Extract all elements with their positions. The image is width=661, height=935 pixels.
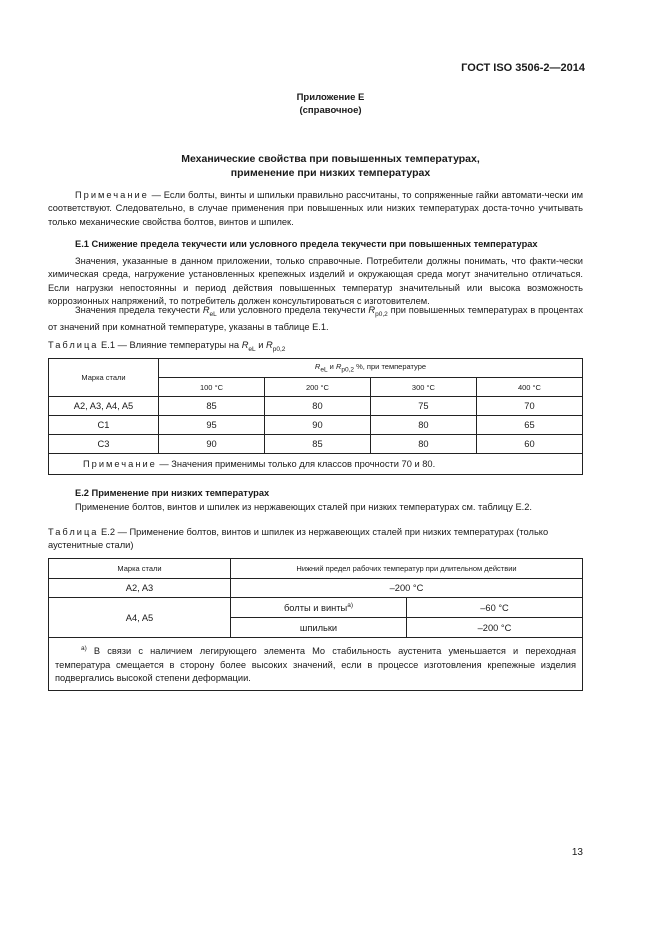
table1-cell: 90 [159,435,265,454]
table1-cell: 70 [476,397,582,416]
table2-header-limit: Нижний предел рабочих температур при длительном действии [231,559,583,579]
table2-footnote-text: В связи с наличием легирующего элемента Mo стабильность аустенита уменьшается и переходная температура смещается в сторону более высоких значений, если в процессе изготовления крепежные изделия подвергались высокой степени деформации. [55,646,576,683]
symbol-r: R [202,305,210,315]
table1-header-steel: Марка стали [49,359,159,397]
table2-cell: –200 °C [407,618,583,638]
table1-cell: 80 [264,397,370,416]
para2-text-b: или условного предела текучести [216,305,369,315]
table-row [49,435,583,454]
table1-cell: 60 [476,435,582,454]
table-e2 [48,558,583,691]
table1-header-temp: 400 °C [476,378,582,397]
section-e1-paragraph1: Значения, указанные в данном приложении, только справочные. Потребители должны понимать, что факти-чески химическая среда, нагружение установленных крепежных изделий и окружающая среда могут значительно отличаться. Если нагрузки непостоянны и период действия повышенных температур значительный или высока возможность коррозионных напряжений, то потребитель должен консультироваться с изготовителем. [48,256,583,307]
page-title-line1: Механические свойства при повышенных температурах, [181,153,480,165]
table1-cell-steel: C3 [49,435,159,454]
table2-caption [48,526,588,553]
symbol-p02: p0,2 [375,310,388,318]
para2-text-a: Значения предела текучести [75,305,203,315]
symbol-p02: p0,2 [272,345,286,353]
table2-cell: –200 °C [231,579,583,598]
table1-header-temp: 300 °C [370,378,476,397]
table2-cell-sub: шпильки [231,618,407,638]
table1-note-row [49,454,583,475]
page-title-line2: применение при низких температурах [230,167,431,179]
table1-cell: 85 [264,435,370,454]
table1-cell-steel: A2, A3, A4, A5 [49,397,159,416]
table1-caption-text: E.1 — Влияние температуры на [98,340,242,350]
table1-note [49,454,583,475]
table2-cell-steel: A4, A5 [49,598,231,638]
footnote-mark: a) [81,645,87,652]
section-e1-paragraph2 [48,304,583,335]
document-header: ГОСТ ISO 3506-2—2014 [461,62,585,74]
table1-cell: 80 [370,435,476,454]
symbol-el: eL [248,345,256,353]
table1-header-tail: %, при температуре [354,362,427,372]
note-paragraph [48,189,583,229]
symbol-r: R [335,362,342,372]
table2-cell: –60 °C [407,598,583,618]
table-row [49,416,583,435]
table1-caption [48,340,285,353]
table1-header-temp: 100 °C [159,378,265,397]
table2-label: Таблица [48,527,99,537]
symbol-p02: p0,2 [341,366,355,374]
para2-text-c: при повышенных температурах в процентах от значений при комнатной температуре, указаны в таблице E.1. [48,305,583,333]
table2-footnote-row [49,638,583,691]
annex-subtitle: (справочное) [299,105,362,116]
symbol-r: R [368,305,376,315]
note-text: — Если болты, винты и шпильки правильно рассчитаны, то сопряженные гайки автомати-чески им соответствуют. Следовательно, в случае применения при повышенных или низких температурах доста-точно учитывать только механические свойства болтов, винтов и шпилек. [48,190,583,227]
table1-cell: 65 [476,416,582,435]
table-row [49,397,583,416]
table2-header-steel: Марка стали [49,559,231,579]
table2-caption-text: E.2 — Применение болтов, винтов и шпилек из нержавеющих сталей при низких температурах (только аустенитные стали) [48,527,549,551]
section-e2-title: E.2 Применение при низких температурах [75,488,270,498]
table1-header-group: $R_{eL}$ и $R_{p0,2}$ %, при температуре [159,359,583,378]
table1-header-temp: 200 °C [264,378,370,397]
table1-cell: 75 [370,397,476,416]
table1-cell: 90 [264,416,370,435]
page-number: 13 [571,847,583,858]
symbol-el: eL [209,310,217,318]
table-e1 [48,358,583,475]
note-label: Примечание [75,190,149,200]
annex-title: Приложение E [296,92,365,103]
table1-cell-steel: C1 [49,416,159,435]
symbol-r: R [314,362,321,372]
section-e1-title: E.1 Снижение предела текучести или условного предела текучести при повышенных температурах [75,239,538,249]
table2-cell-sub [231,598,407,618]
table-row [49,579,583,598]
table1-note-label: Примечание [83,459,157,469]
footnote-mark: a) [347,601,353,609]
table2-footnote [49,638,583,691]
table1-cell: 80 [370,416,476,435]
symbol-r: R [241,340,249,350]
symbol-r: R [266,340,273,350]
caption-and: и [255,340,266,350]
table-row [49,598,583,618]
table1-note-text: — Значения применимы только для классов прочности 70 и 80. [156,459,436,469]
table1-cell: 85 [159,397,265,416]
table1-label: Таблица [48,340,99,350]
section-e2-paragraph: Применение болтов, винтов и шпилек из нержавеющих сталей при низких температурах см. таблицу E.2. [75,502,533,512]
table1-cell: 95 [159,416,265,435]
table2-sub1-text: болты и винты [283,603,348,614]
table2-cell-steel: A2, A3 [49,579,231,598]
symbol-el: eL [320,366,328,374]
